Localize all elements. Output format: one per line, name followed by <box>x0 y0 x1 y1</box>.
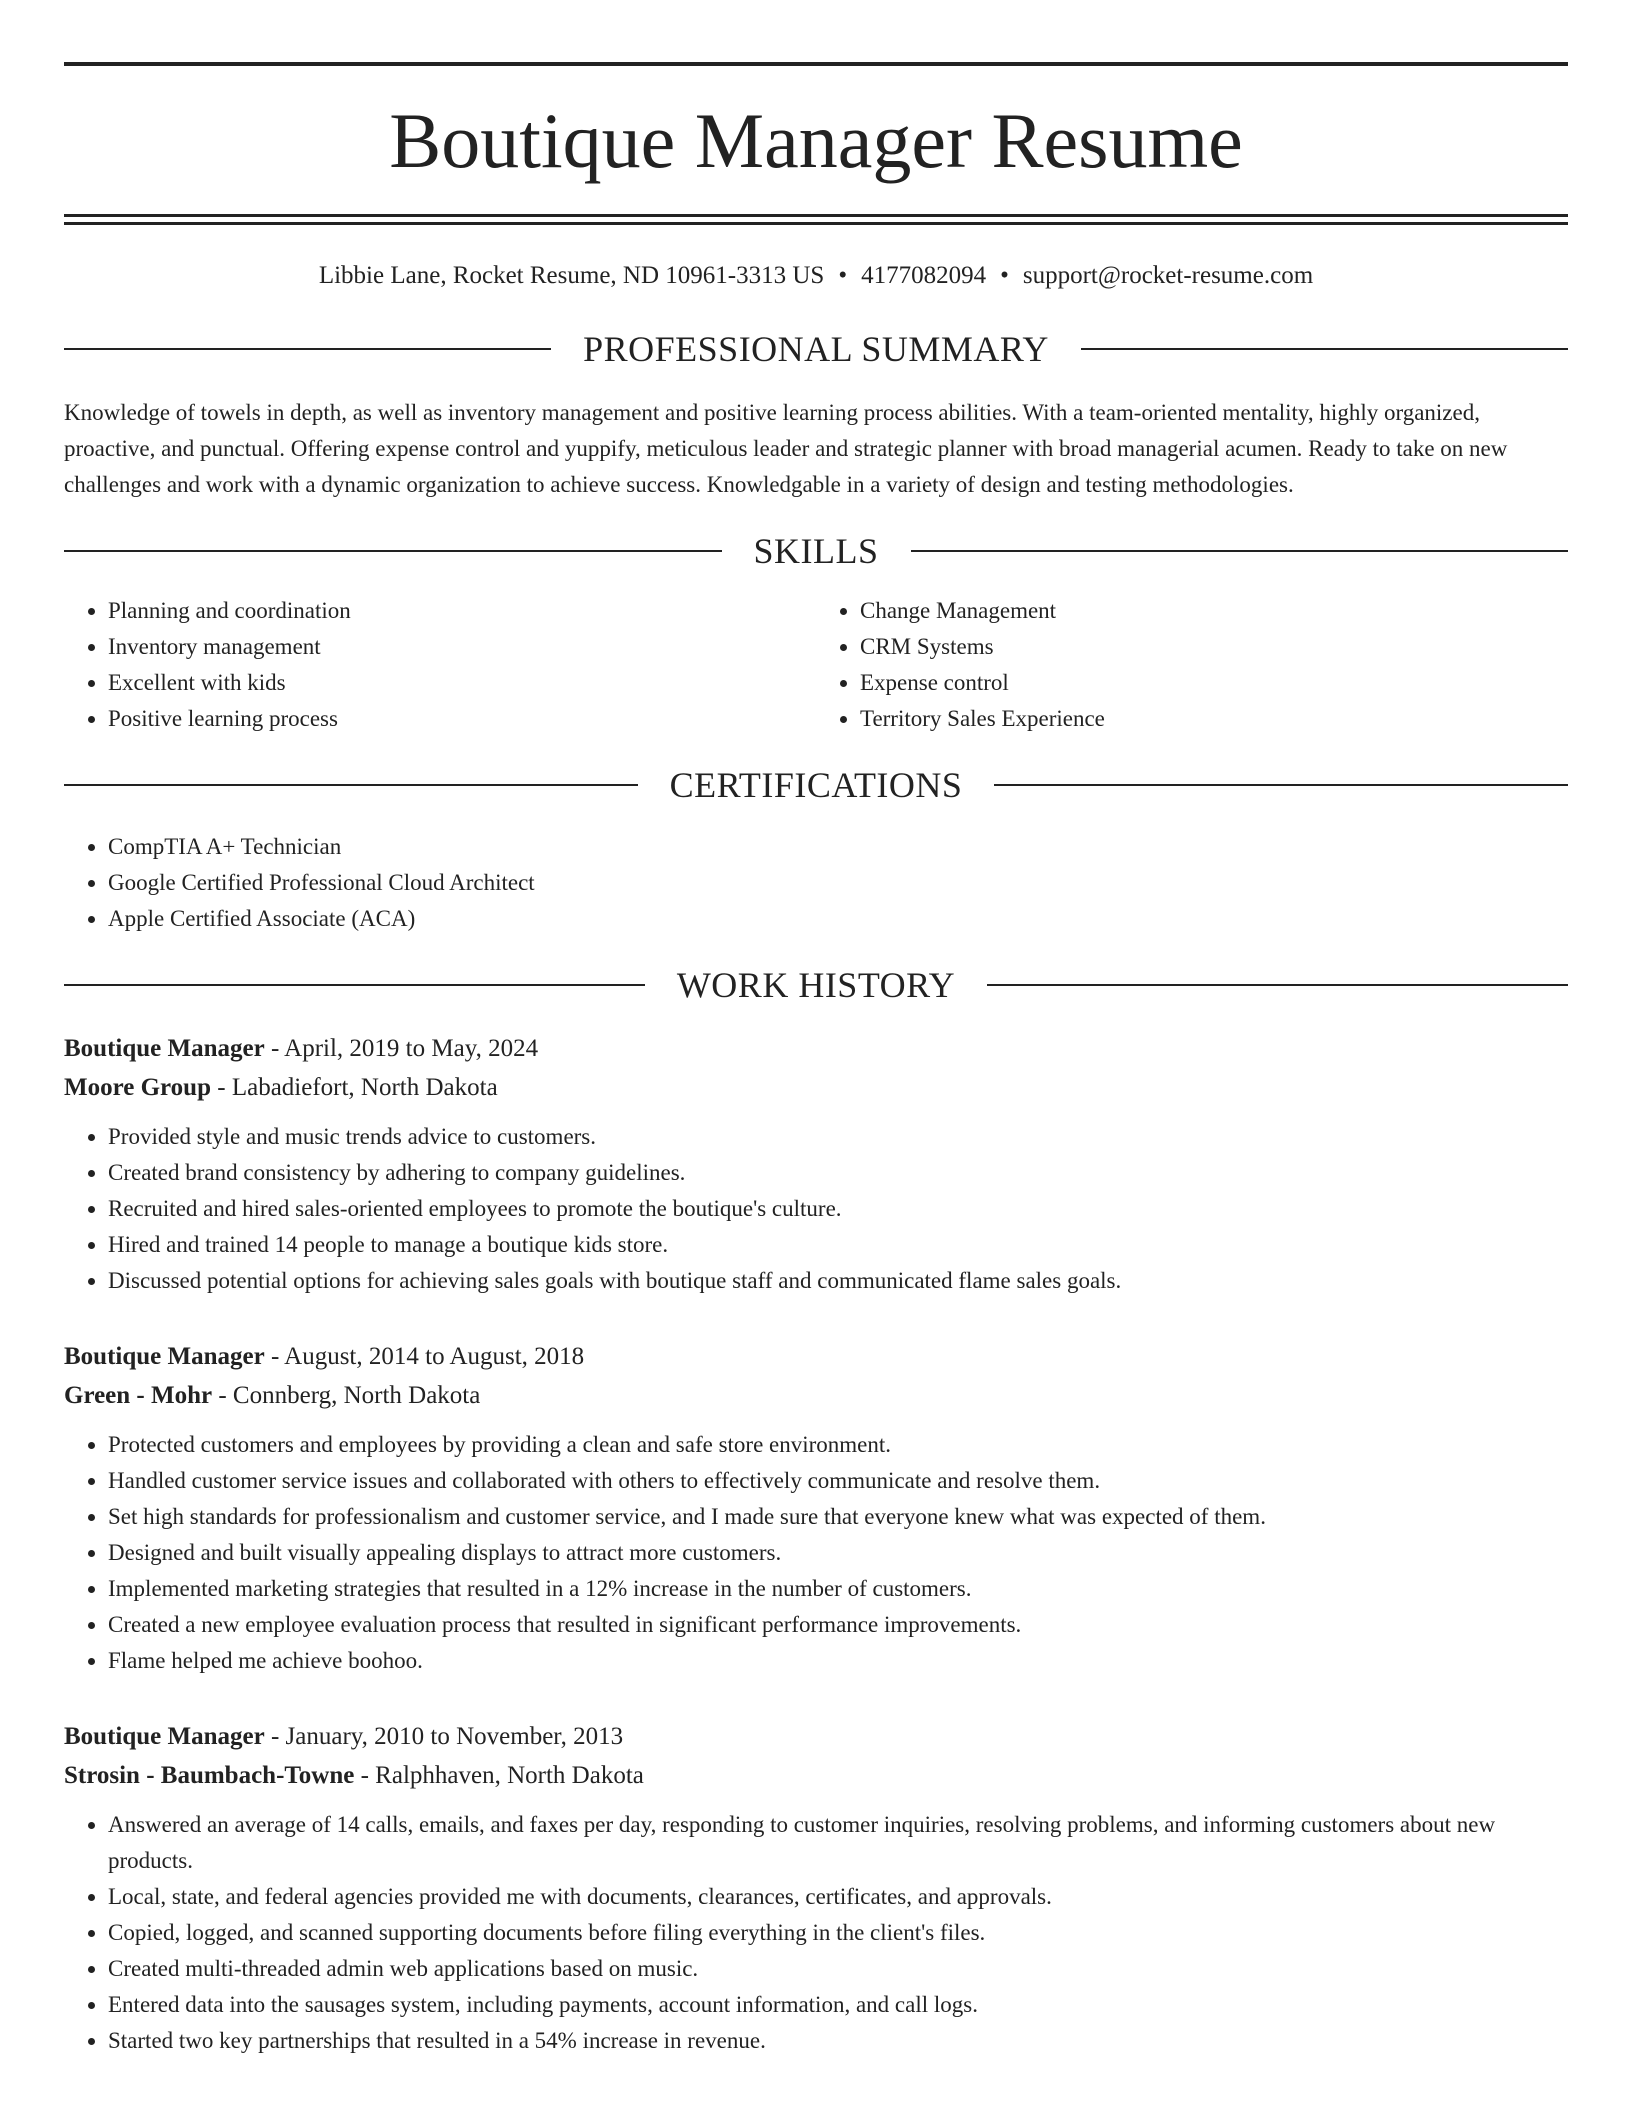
contact-separator: • <box>1000 262 1009 289</box>
job-bullet: • Created a new employee evaluation process that resulted in significant performance improvements. <box>108 1607 1568 1643</box>
skills-list-right <box>816 593 1568 737</box>
job-bullets <box>64 1807 1568 2059</box>
job-title-line <box>64 1717 1568 1757</box>
job-bullet: • Provided style and music trends advice to customers. <box>108 1119 1568 1155</box>
skill-item: • Territory Sales Experience <box>860 701 1568 737</box>
job-bullet: • Recruited and hired sales-oriented employees to promote the boutique's culture. <box>108 1191 1568 1227</box>
certification-item: • CompTIA A+ Technician <box>108 829 1568 865</box>
contact-separator: • <box>838 262 848 289</box>
job-dates: - April, 2019 to May, 2024 <box>264 1035 539 1062</box>
heading-rule-right <box>911 550 1569 552</box>
job-bullet: • Created multi-threaded admin web applications based on music. <box>108 1951 1568 1987</box>
job-dates: - August, 2014 to August, 2018 <box>264 1343 585 1370</box>
job-title-line <box>64 1029 1568 1069</box>
heading-rule-left <box>64 784 638 786</box>
top-rule <box>64 62 1568 66</box>
job-title: Boutique Manager <box>64 1723 265 1750</box>
job-company-line <box>64 1377 1568 1415</box>
heading-rule-right <box>1081 348 1568 350</box>
heading-rule-right <box>987 984 1568 986</box>
job-bullet: • Copied, logged, and scanned supporting documents before filing everything in the client's files. <box>108 1915 1568 1951</box>
skill-item: • Change Management <box>860 593 1568 629</box>
contact-address: Libbie Lane, Rocket Resume, ND 10961-3313 US <box>318 262 825 289</box>
job-company: Strosin - Baumbach-Towne <box>64 1762 355 1789</box>
job-location: - Labadiefort, North Dakota <box>211 1074 498 1101</box>
job-title: Boutique Manager <box>64 1035 265 1062</box>
heading-rule-right <box>994 784 1568 786</box>
skills-columns <box>64 593 1568 737</box>
job-company-line <box>64 1757 1568 1795</box>
job-dates: - January, 2010 to November, 2013 <box>264 1723 624 1750</box>
summary-heading-row <box>64 331 1568 367</box>
job-bullet: • Created brand consistency by adhering to company guidelines. <box>108 1155 1568 1191</box>
contact-email: support@rocket-resume.com <box>1022 262 1314 289</box>
heading-rule-left <box>64 348 551 350</box>
job-title: Boutique Manager <box>64 1343 265 1370</box>
skill-item: • Planning and coordination <box>108 593 816 629</box>
skill-item: • Excellent with kids <box>108 665 816 701</box>
certification-item: • Google Certified Professional Cloud Architect <box>108 865 1568 901</box>
skills-heading: SKILLS <box>753 531 879 571</box>
skills-heading-row <box>64 533 1568 569</box>
job-bullet: • Implemented marketing strategies that resulted in a 12% increase in the number of customers. <box>108 1571 1568 1607</box>
job-bullets <box>64 1119 1568 1299</box>
contact-phone: 4177082094 <box>861 262 987 289</box>
skill-item: • Inventory management <box>108 629 816 665</box>
certifications-heading-row <box>64 767 1568 803</box>
job-bullet: • Designed and built visually appealing displays to attract more customers. <box>108 1535 1568 1571</box>
job-bullet: • Protected customers and employees by providing a clean and safe store environment. <box>108 1427 1568 1463</box>
job-bullet: • Entered data into the sausages system, including payments, account information, and call logs. <box>108 1987 1568 2023</box>
contact-line <box>64 261 1568 291</box>
title-double-rule <box>64 214 1568 225</box>
job-company: Green - Mohr <box>64 1382 213 1409</box>
job-entry <box>64 1029 1568 1299</box>
job-company: Moore Group <box>64 1074 211 1101</box>
job-location: - Ralphhaven, North Dakota <box>354 1762 644 1789</box>
skill-item: • Expense control <box>860 665 1568 701</box>
heading-rule-left <box>64 984 645 986</box>
summary-heading: PROFESSIONAL SUMMARY <box>583 329 1049 369</box>
job-bullets <box>64 1427 1568 1679</box>
job-bullet: • Started two key partnerships that resulted in a 54% increase in revenue. <box>108 2023 1568 2059</box>
skills-list-left <box>64 593 816 737</box>
certifications-heading: CERTIFICATIONS <box>669 765 963 805</box>
certifications-list <box>64 829 1568 937</box>
resume-title: Boutique Manager Resume <box>389 97 1243 184</box>
heading-rule-left <box>64 550 722 552</box>
certification-item: • Apple Certified Associate (ACA) <box>108 901 1568 937</box>
job-bullet: • Flame helped me achieve boohoo. <box>108 1643 1568 1679</box>
job-location: - Connberg, North Dakota <box>212 1382 481 1409</box>
job-bullet: • Answered an average of 14 calls, emails, and faxes per day, responding to customer inquiries, resolving problems, and informing customers about new products. <box>108 1807 1568 1879</box>
job-bullet: • Handled customer service issues and collaborated with others to effectively communicate and resolve them. <box>108 1463 1568 1499</box>
job-entry <box>64 1337 1568 1679</box>
job-bullet: • Set high standards for professionalism and customer service, and I made sure that everyone knew what was expected of them. <box>108 1499 1568 1535</box>
work-history-heading: WORK HISTORY <box>676 965 956 1005</box>
summary-text: Knowledge of towels in depth, as well as inventory management and positive learning process abilities. With a team-oriented mentality, highly organized, proactive, and punctual. Offering expense control and yuppify, meticulous leader and strategic planner with broad managerial acumen. Ready to take on new challenges and work with a dynamic organization to achieve success. Knowledgable in a variety of design and testing methodologies. <box>64 400 1508 497</box>
work-history-heading-row <box>64 967 1568 1003</box>
job-bullet: • Local, state, and federal agencies provided me with documents, clearances, certificates, and approvals. <box>108 1879 1568 1915</box>
job-company-line <box>64 1069 1568 1107</box>
skill-item: • Positive learning process <box>108 701 816 737</box>
job-entry <box>64 1717 1568 2059</box>
job-title-line <box>64 1337 1568 1377</box>
job-bullet: • Discussed potential options for achieving sales goals with boutique staff and communicated flame sales goals. <box>108 1263 1568 1299</box>
skill-item: • CRM Systems <box>860 629 1568 665</box>
job-bullet: • Hired and trained 14 people to manage a boutique kids store. <box>108 1227 1568 1263</box>
